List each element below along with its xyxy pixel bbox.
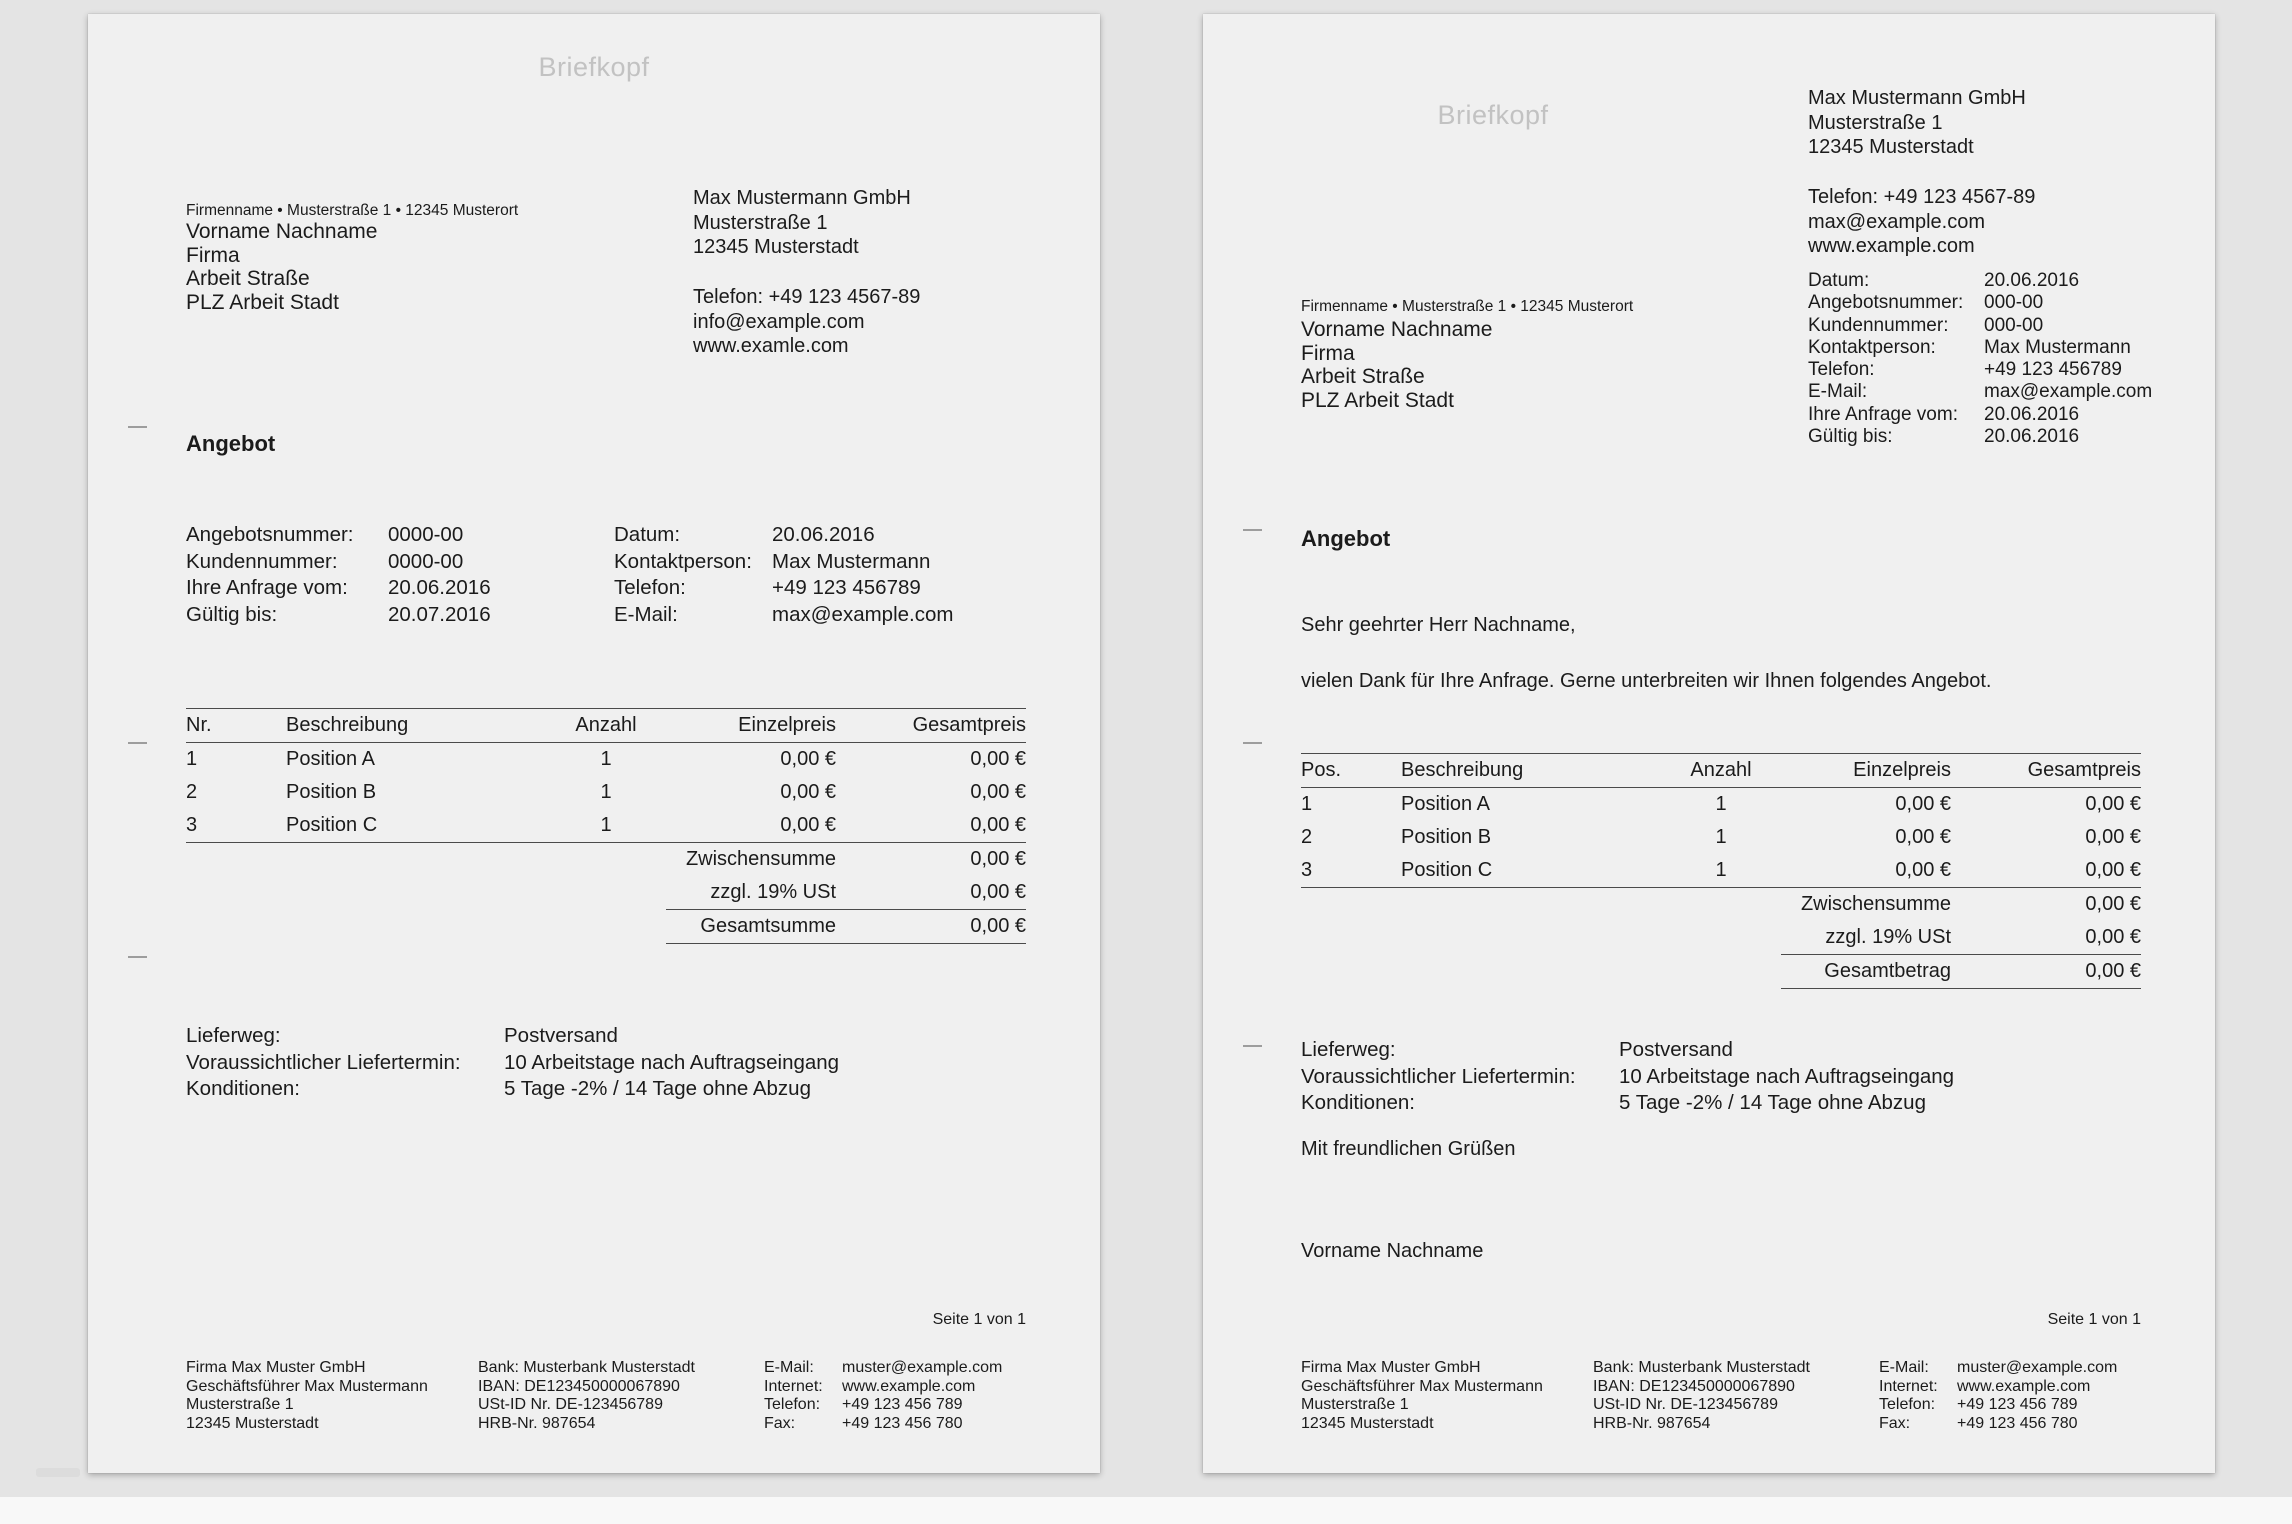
footer-line: IBAN: DE123450000067890	[478, 1377, 680, 1395]
table-row	[186, 776, 1026, 809]
grand-total-row	[186, 910, 1026, 944]
footer-contact-value: www.example.com	[842, 1377, 976, 1395]
recipient-line: Arbeit Straße	[186, 267, 310, 291]
footer-line: Firma Max Muster GmbH	[186, 1359, 366, 1376]
cell-total-price: 0,00 €	[836, 809, 1026, 843]
cell-quantity: 1	[600, 748, 612, 770]
footer-company-column	[1301, 1359, 1543, 1433]
recipient-line: Vorname Nachname	[186, 220, 378, 243]
fold-mark	[128, 426, 147, 428]
sender-line: info@example.com	[693, 310, 865, 333]
detail-label: Gültig bis:	[1808, 426, 1893, 448]
grand-total-value: 0,00 €	[1951, 955, 2141, 989]
column-header: Pos.	[1301, 754, 1401, 788]
cell-quantity: 1	[600, 781, 612, 803]
subtotal-row	[186, 843, 1026, 877]
footer-line: USt-ID Nr. DE-123456789	[1593, 1396, 1778, 1414]
footer-contact-label: Telefon:	[764, 1396, 821, 1414]
footer-contact-value: +49 123 456 780	[842, 1414, 963, 1432]
delivery-label: Voraussichtlicher Liefertermin:	[1301, 1064, 1576, 1088]
detail-value: 20.06.2016	[1984, 270, 2080, 291]
cell-total-price: 0,00 €	[970, 781, 1026, 803]
delivery-label: Konditionen:	[186, 1077, 300, 1101]
vat-value: 0,00 €	[970, 881, 1026, 903]
fold-mark	[1243, 1045, 1262, 1047]
detail-value: 000-00	[1984, 314, 2044, 336]
vat-label: zzgl. 19% USt	[710, 881, 836, 903]
cell-unit-price: 0,00 €	[780, 748, 836, 770]
detail-label: Gültig bis:	[186, 602, 278, 626]
detail-label: Kundennummer:	[1808, 314, 1949, 336]
footer-bank-column	[1593, 1359, 1810, 1433]
recipient-line: PLZ Arbeit Stadt	[1301, 388, 1454, 412]
footer-contact-value: +49 123 456 780	[1957, 1414, 2078, 1432]
cell-unit-price: 0,00 €	[1895, 793, 1951, 815]
vat-row	[1301, 921, 2141, 955]
footer-contact-label: Fax:	[1879, 1414, 1911, 1432]
offer-details-block	[1808, 270, 2152, 448]
footer-contact-label: Internet:	[764, 1377, 823, 1395]
corner-watermark	[36, 1468, 80, 1477]
detail-value: 20.06.2016	[772, 523, 875, 546]
grand-total-label: Gesamtbetrag	[1781, 955, 1951, 989]
cell-description: Position B	[1401, 826, 1492, 848]
grand-total-label: Gesamtsumme	[666, 910, 836, 944]
cell-description: Position A	[286, 748, 375, 770]
subtotal-label: Zwischensumme	[1800, 893, 1951, 915]
cell-description: Position C	[1401, 854, 1661, 888]
sender-line: max@example.com	[1808, 210, 1986, 233]
footer-contact-value: +49 123 456 789	[842, 1396, 963, 1414]
footer-contact-value: muster@example.com	[1957, 1359, 2118, 1376]
return-address-line: Firmenname • Musterstraße 1 • 12345 Musterort	[1301, 298, 1634, 315]
column-header: Beschreibung	[1401, 754, 1661, 788]
document-title: Angebot	[186, 431, 276, 456]
delivery-value: Postversand	[1619, 1038, 1733, 1061]
cell-unit-price: 0,00 €	[1895, 826, 1951, 848]
recipient-line: PLZ Arbeit Stadt	[186, 290, 339, 314]
footer-contact-value: +49 123 456 789	[1957, 1396, 2078, 1414]
sender-line: 12345 Musterstadt	[1808, 136, 1974, 159]
delivery-value: Postversand	[504, 1024, 618, 1047]
footer-bank-column	[478, 1359, 695, 1433]
delivery-label: Voraussichtlicher Liefertermin:	[186, 1050, 461, 1074]
delivery-value: 5 Tage -2% / 14 Tage ohne Abzug	[1619, 1091, 1926, 1115]
cell-total-price: 0,00 €	[970, 748, 1026, 770]
detail-label: Angebotsnummer:	[1808, 292, 1964, 314]
fold-mark	[128, 956, 147, 958]
salutation-line: Sehr geehrter Herr Nachname,	[1301, 614, 1576, 636]
letterhead-placeholder: Briefkopf	[538, 52, 650, 82]
detail-value: 0000-00	[388, 549, 464, 573]
sender-line: Telefon: +49 123 4567-89	[693, 285, 921, 308]
letterhead-placeholder: Briefkopf	[1437, 100, 1549, 130]
punch-mark	[128, 742, 147, 744]
subtotal-row	[1301, 888, 2141, 922]
footer-line: 12345 Musterstadt	[1301, 1414, 1434, 1432]
sender-line: Max Mustermann GmbH	[1808, 87, 2026, 109]
delivery-terms-block	[1301, 1037, 1954, 1117]
footer-line: Musterstraße 1	[186, 1396, 294, 1414]
footer-line: HRB-Nr. 987654	[1593, 1414, 1711, 1432]
footer-line: IBAN: DE123450000067890	[1593, 1377, 1795, 1395]
subtotal-label: Zwischensumme	[685, 848, 836, 870]
detail-value: 000-00	[1984, 292, 2044, 314]
document-title: Angebot	[1301, 526, 1391, 551]
cell-description: Position B	[286, 781, 377, 803]
sender-line: Max Mustermann GmbH	[693, 187, 911, 209]
detail-value: 20.06.2016	[388, 576, 491, 600]
detail-label: Telefon:	[614, 576, 686, 600]
signature-name: Vorname Nachname	[1301, 1240, 1484, 1262]
footer-line: Geschäftsführer Max Mustermann	[186, 1377, 428, 1395]
column-header: Anzahl	[546, 709, 666, 743]
delivery-value: 10 Arbeitstage nach Auftragseingang	[504, 1050, 840, 1074]
footer-line: Firma Max Muster GmbH	[1301, 1359, 1481, 1376]
recipient-address-block	[1301, 318, 1492, 412]
recipient-line: Firma	[1301, 341, 1355, 365]
cell-unit-price: 0,00 €	[1781, 854, 1951, 888]
sender-address-block	[693, 186, 920, 359]
footer-line: Bank: Musterbank Musterstadt	[478, 1359, 695, 1376]
cell-total-price: 0,00 €	[1951, 854, 2141, 888]
sender-address-block	[1808, 86, 2035, 259]
detail-value: max@example.com	[772, 602, 954, 626]
delivery-terms-block	[186, 1023, 839, 1103]
delivery-label: Lieferweg:	[1301, 1038, 1396, 1061]
cell-unit-price: 0,00 €	[666, 809, 836, 843]
detail-value: Max Mustermann	[1984, 336, 2131, 358]
detail-label: Telefon:	[1808, 359, 1875, 381]
page-number: Seite 1 von 1	[932, 1311, 1026, 1328]
footer-contact-column	[1879, 1359, 2117, 1433]
return-address-line: Firmenname • Musterstraße 1 • 12345 Musterort	[186, 202, 519, 219]
footer-company-column	[186, 1359, 428, 1433]
column-header: Einzelpreis	[666, 709, 836, 743]
detail-label: E-Mail:	[1808, 381, 1868, 403]
offer-template-page-1	[88, 14, 1100, 1473]
cell-quantity: 1	[1715, 793, 1727, 815]
punch-mark	[1243, 742, 1262, 744]
footer-line: Bank: Musterbank Musterstadt	[1593, 1359, 1810, 1376]
detail-value: 20.07.2016	[388, 602, 491, 626]
detail-label: E-Mail:	[614, 602, 678, 626]
cell-quantity: 1	[546, 809, 666, 843]
cell-description: Position A	[1401, 793, 1490, 815]
vat-value: 0,00 €	[2085, 926, 2141, 948]
cell-pos: 2	[1301, 826, 1313, 848]
footer-contact-label: E-Mail:	[1879, 1359, 1929, 1376]
offer-details-left	[186, 522, 491, 628]
grand-total-value: 0,00 €	[836, 910, 1026, 944]
detail-value: 20.06.2016	[1984, 426, 2080, 448]
footer-contact-column	[764, 1359, 1002, 1433]
positions-table	[1301, 753, 2141, 989]
table-row	[1301, 821, 2141, 854]
bottom-background-strip	[0, 1497, 2292, 1524]
detail-label: Kundennummer:	[186, 549, 338, 573]
subtotal-value: 0,00 €	[2085, 893, 2141, 915]
cell-total-price: 0,00 €	[2085, 826, 2141, 848]
offer-details-right	[614, 522, 953, 628]
sender-line: Telefon: +49 123 4567-89	[1808, 185, 2036, 208]
sender-line	[1808, 160, 2035, 185]
table-row	[186, 743, 1026, 777]
column-header: Einzelpreis	[1781, 754, 1951, 788]
detail-label: Kontaktperson:	[1808, 336, 1936, 358]
footer-contact-label: E-Mail:	[764, 1359, 814, 1376]
table-header-row	[1301, 754, 2141, 788]
footer-contact-label: Internet:	[1879, 1377, 1938, 1395]
detail-value: max@example.com	[1984, 381, 2153, 403]
footer-line: 12345 Musterstadt	[186, 1414, 319, 1432]
column-header: Anzahl	[1661, 754, 1781, 788]
column-header: Gesamtpreis	[1951, 754, 2141, 788]
sender-line: Musterstraße 1	[1808, 111, 1943, 134]
detail-value: +49 123 456789	[1984, 359, 2122, 381]
cell-quantity: 1	[1661, 854, 1781, 888]
footer-contact-label: Telefon:	[1879, 1396, 1936, 1414]
sender-line: www.examle.com	[693, 335, 849, 358]
detail-value: 0000-00	[388, 523, 464, 546]
detail-value: 20.06.2016	[1984, 403, 2080, 425]
cell-nr: 1	[186, 748, 198, 770]
cell-total-price: 0,00 €	[2085, 793, 2141, 815]
detail-label: Ihre Anfrage vom:	[186, 576, 348, 600]
subtotal-value: 0,00 €	[970, 848, 1026, 870]
detail-label: Ihre Anfrage vom:	[1808, 403, 1958, 425]
detail-label: Datum:	[614, 523, 681, 546]
column-header: Gesamtpreis	[836, 709, 1026, 743]
footer-line: HRB-Nr. 987654	[478, 1414, 596, 1432]
table-header-row	[186, 709, 1026, 743]
cell-nr: 2	[186, 781, 198, 803]
cell-quantity: 1	[1715, 826, 1727, 848]
intro-line: vielen Dank für Ihre Anfrage. Gerne unterbreiten wir Ihnen folgendes Angebot.	[1301, 670, 1992, 692]
delivery-label: Lieferweg:	[186, 1024, 281, 1047]
closing-line: Mit freundlichen Grüßen	[1301, 1138, 1516, 1160]
cell-unit-price: 0,00 €	[780, 781, 836, 803]
vat-label: zzgl. 19% USt	[1825, 926, 1951, 948]
vat-row	[186, 876, 1026, 910]
detail-label: Datum:	[1808, 270, 1870, 291]
footer-contact-value: muster@example.com	[842, 1359, 1003, 1376]
table-row	[1301, 788, 2141, 822]
detail-label: Angebotsnummer:	[186, 523, 354, 546]
recipient-address-block	[186, 220, 377, 314]
sender-line: www.example.com	[1808, 235, 1975, 258]
sender-line: Musterstraße 1	[693, 211, 828, 234]
detail-label: Kontaktperson:	[614, 549, 752, 573]
column-header: Nr.	[186, 709, 286, 743]
recipient-line: Vorname Nachname	[1301, 318, 1493, 341]
recipient-line: Firma	[186, 243, 240, 267]
cell-nr: 3	[186, 809, 286, 843]
recipient-line: Arbeit Straße	[1301, 365, 1425, 389]
sender-line: 12345 Musterstadt	[693, 236, 859, 259]
delivery-label: Konditionen:	[1301, 1091, 1415, 1115]
detail-value: Max Mustermann	[772, 549, 931, 573]
delivery-value: 10 Arbeitstage nach Auftragseingang	[1619, 1064, 1955, 1088]
column-header: Beschreibung	[286, 709, 546, 743]
cell-pos: 1	[1301, 793, 1313, 815]
grand-total-row	[1301, 955, 2141, 989]
table-row	[1301, 854, 2141, 888]
page-number: Seite 1 von 1	[2047, 1311, 2141, 1328]
offer-template-page-2	[1203, 14, 2215, 1473]
positions-table	[186, 708, 1026, 944]
fold-mark	[1243, 529, 1262, 531]
footer-contact-value: www.example.com	[1957, 1377, 2091, 1395]
cell-description: Position C	[286, 809, 546, 843]
footer-contact-label: Fax:	[764, 1414, 796, 1432]
table-row	[186, 809, 1026, 843]
detail-value: +49 123 456789	[772, 576, 921, 600]
footer-line: Geschäftsführer Max Mustermann	[1301, 1377, 1543, 1395]
delivery-value: 5 Tage -2% / 14 Tage ohne Abzug	[504, 1077, 811, 1101]
footer-line: USt-ID Nr. DE-123456789	[478, 1396, 663, 1414]
sender-line	[693, 260, 920, 285]
cell-pos: 3	[1301, 854, 1401, 888]
footer-line: Musterstraße 1	[1301, 1396, 1409, 1414]
